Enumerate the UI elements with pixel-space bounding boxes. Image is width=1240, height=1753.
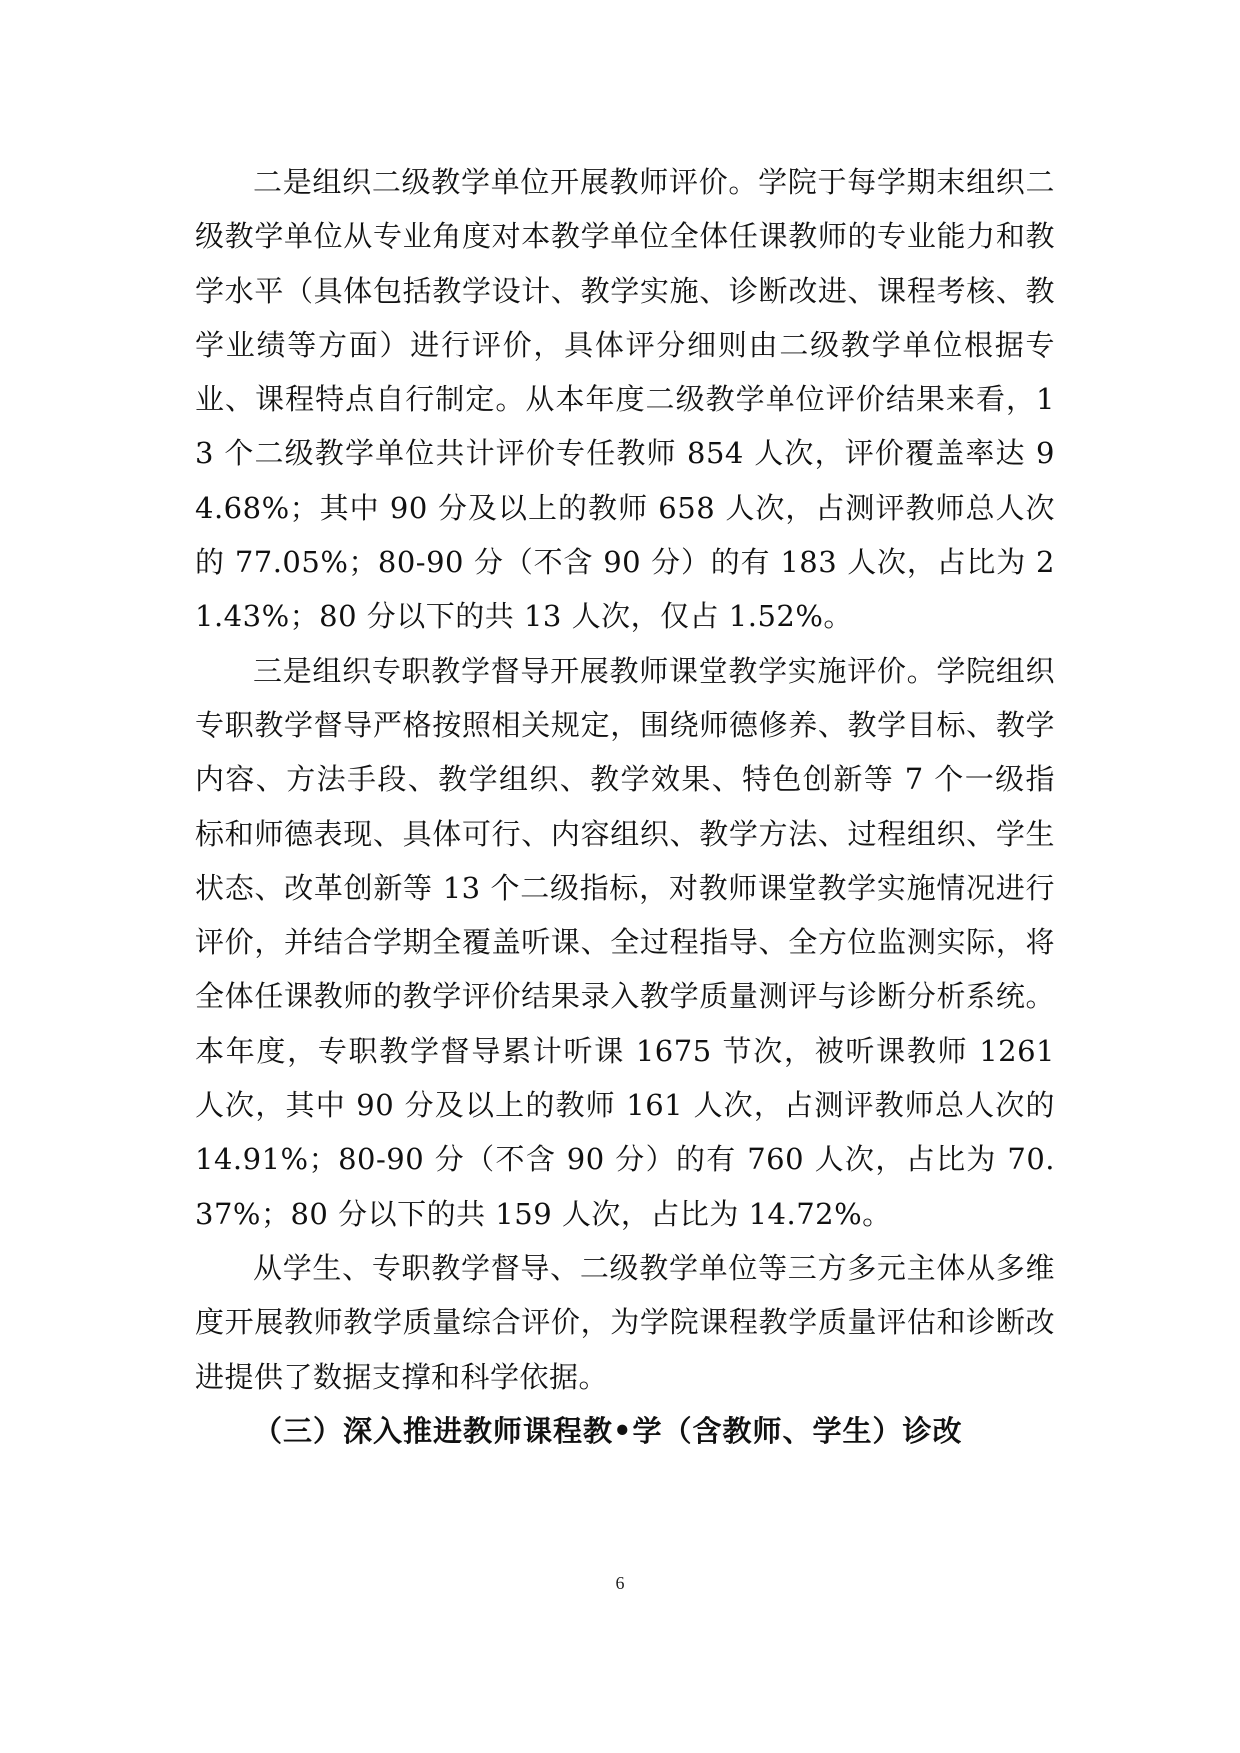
document-body xyxy=(195,155,1055,1458)
page-number: 6 xyxy=(615,1573,625,1593)
paragraph-supervisor-evaluation: 三是组织专职教学督导开展教师课堂教学实施评价。学院组织专职教学督导严格按照相关规定，围绕师德修养、教学目标、教学内容、方法手段、教学组织、教学效果、特色创新等 7 个一级指标和师德表现、具体可行、内容组织、教学方法、过程组织、学生状态、改革创新等 13 个二级指标，对教师课堂教学实施情况进行评价，并结合学期全覆盖听课、全过程指导、全方位监测实际，将全体任课教师的教学评价结果录入教学质量测评与诊断分析系统。本年度，专职教学督导累计听课 1675 节次，被听课教师 1261 人次，其中 90 分及以上的教师 161 人次，占测评教师总人次的 14.91%；80-90 分（不含 90 分）的有 760 人次，占比为 70.37%；80 分以下的共 159 人次，占比为 14.72%。 xyxy=(195,653,1055,1231)
paragraph-multi-party-summary: 从学生、专职教学督导、二级教学单位等三方多元主体从多维度开展教师教学质量综合评价，为学院课程教学质量评估和诊断改进提供了数据支撑和科学依据。 xyxy=(195,1250,1055,1394)
paragraph-teaching-unit-evaluation: 二是组织二级教学单位开展教师评价。学院于每学期末组织二级教学单位从专业角度对本教学单位全体任课教师的专业能力和教学水平（具体包括教学设计、教学实施、诊断改进、课程考核、教学业绩等方面）进行评价，具体评分细则由二级教学单位根据专业、课程特点自行制定。从本年度二级教学单位评价结果来看，13 个二级教学单位共计评价专任教师 854 人次，评价覆盖率达 94.68%；其中 90 分及以上的教师 658 人次，占测评教师总人次的 77.05%；80-90 分（不含 90 分）的有 183 人次，占比为 21.43%；80 分以下的共 13 人次，仅占 1.52%。 xyxy=(195,165,1055,634)
section-heading: （三）深入推进教师课程教•学（含教师、学生）诊改 xyxy=(253,1413,963,1448)
